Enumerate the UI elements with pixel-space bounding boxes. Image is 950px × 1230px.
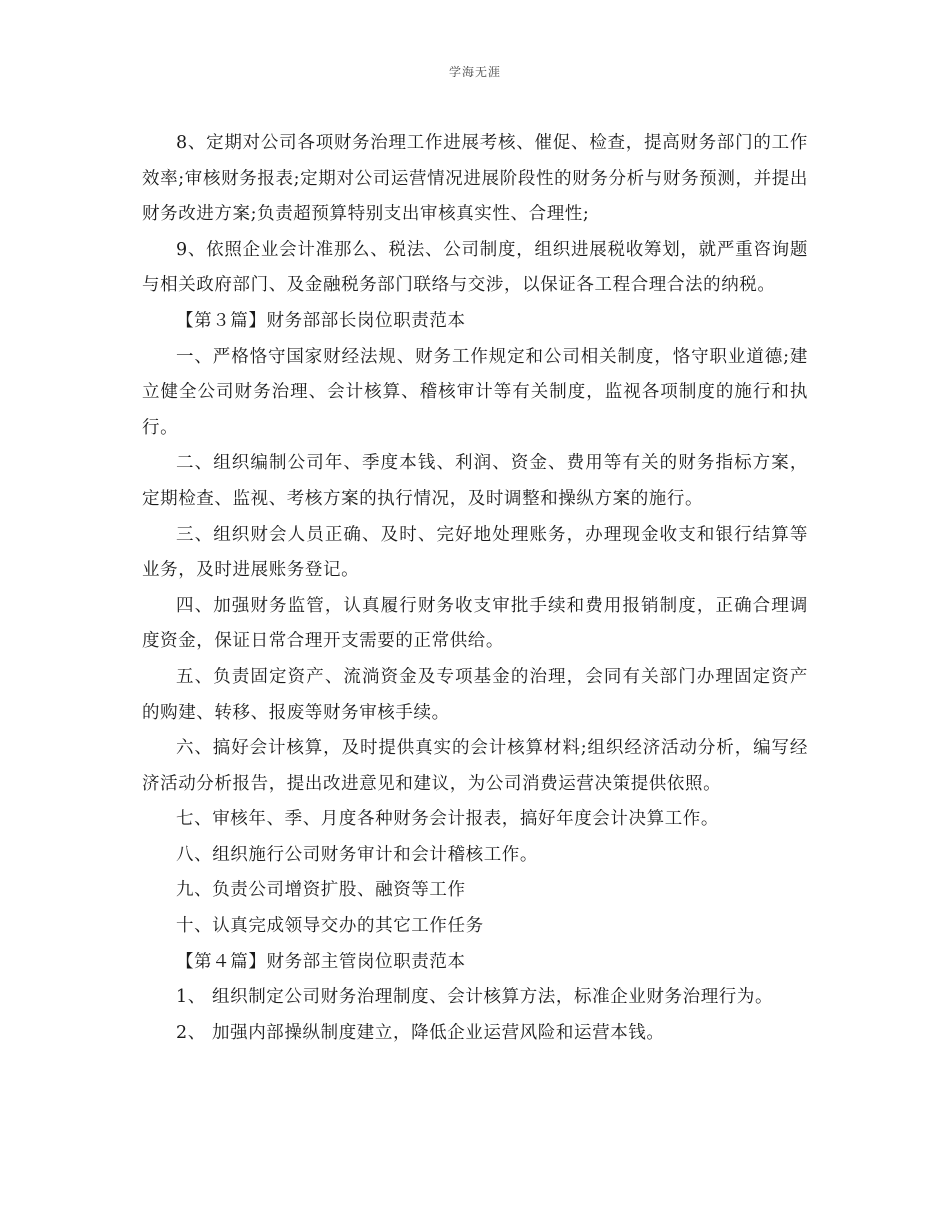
section-heading-3: 【第３篇】财务部部长岗位职责范本	[176, 310, 466, 331]
paragraph-list-1: 1、 组织制定公司财务治理制度、会计核算方法，标准企业财务治理行为。	[176, 987, 774, 1008]
paragraph-item-10: 十、认真完成领导交办的其它工作任务	[176, 916, 484, 937]
section-heading-4: 【第４篇】财务部主管岗位职责范本	[176, 951, 466, 972]
paragraph-list-2: 2、 加强内部操纵制度建立，降低企业运营风险和运营本钱。	[176, 1022, 665, 1043]
paragraph-item-7: 七、审核年、季、月度各种财务会计报表，搞好年度会计决算工作。	[176, 809, 719, 830]
paragraph-item-4: 四、加强财务监管，认真履行财务收支审批手续和费用报销制度，正确合理调度资金，保证日常合理开支需要的正常供给。	[142, 595, 808, 652]
paragraph-item-1: 一、严格恪守国家财经法规、财务工作规定和公司相关制度，恪守职业道德;建立健全公司财务治理、会计核算、稽核审计等有关制度，监视各项制度的施行和执行。	[142, 346, 808, 438]
paragraph-item-6: 六、搞好会计核算，及时提供真实的会计核算材料;组织经济活动分析，编写经济活动分析报告，提出改进意见和建议，为公司消费运营决策提供依照。	[142, 738, 808, 794]
paragraph-9: 9、依照企业会计准那么、税法、公司制度，组织进展税收筹划，就严重咨询题与相关政府部门、及金融税务部门联络与交涉，以保证各工程合理合法的纳税。	[142, 239, 808, 296]
paragraph-8: 8、定期对公司各项财务治理工作进展考核、催促、检查，提高财务部门的工作效率;审核财务报表;定期对公司运营情况进展阶段性的财务分析与财务预测，并提出财务改进方案;负责超预算特别支出审核真实性、合理性;	[142, 133, 808, 225]
paragraph-item-9: 九、负责公司增资扩股、融资等工作	[176, 880, 466, 901]
paragraph-item-5: 五、负责固定资产、流淌资金及专项基金的治理，会同有关部门办理固定资产的购建、转移、报废等财务审核手续。	[142, 666, 808, 723]
paragraph-item-3: 三、组织财会人员正确、及时、完好地处理账务，办理现金收支和银行结算等业务，及时进展账务登记。	[142, 524, 808, 581]
page-header: 学海无涯	[448, 65, 501, 79]
paragraph-item-8: 八、组织施行公司财务审计和会计稽核工作。	[176, 844, 538, 865]
paragraph-item-2: 二、组织编制公司年、季度本钱、利润、资金、费用等有关的财务指标方案，定期检查、监视、考核方案的执行情况，及时调整和操纵方案的施行。	[142, 453, 808, 509]
document-body	[142, 126, 808, 1051]
